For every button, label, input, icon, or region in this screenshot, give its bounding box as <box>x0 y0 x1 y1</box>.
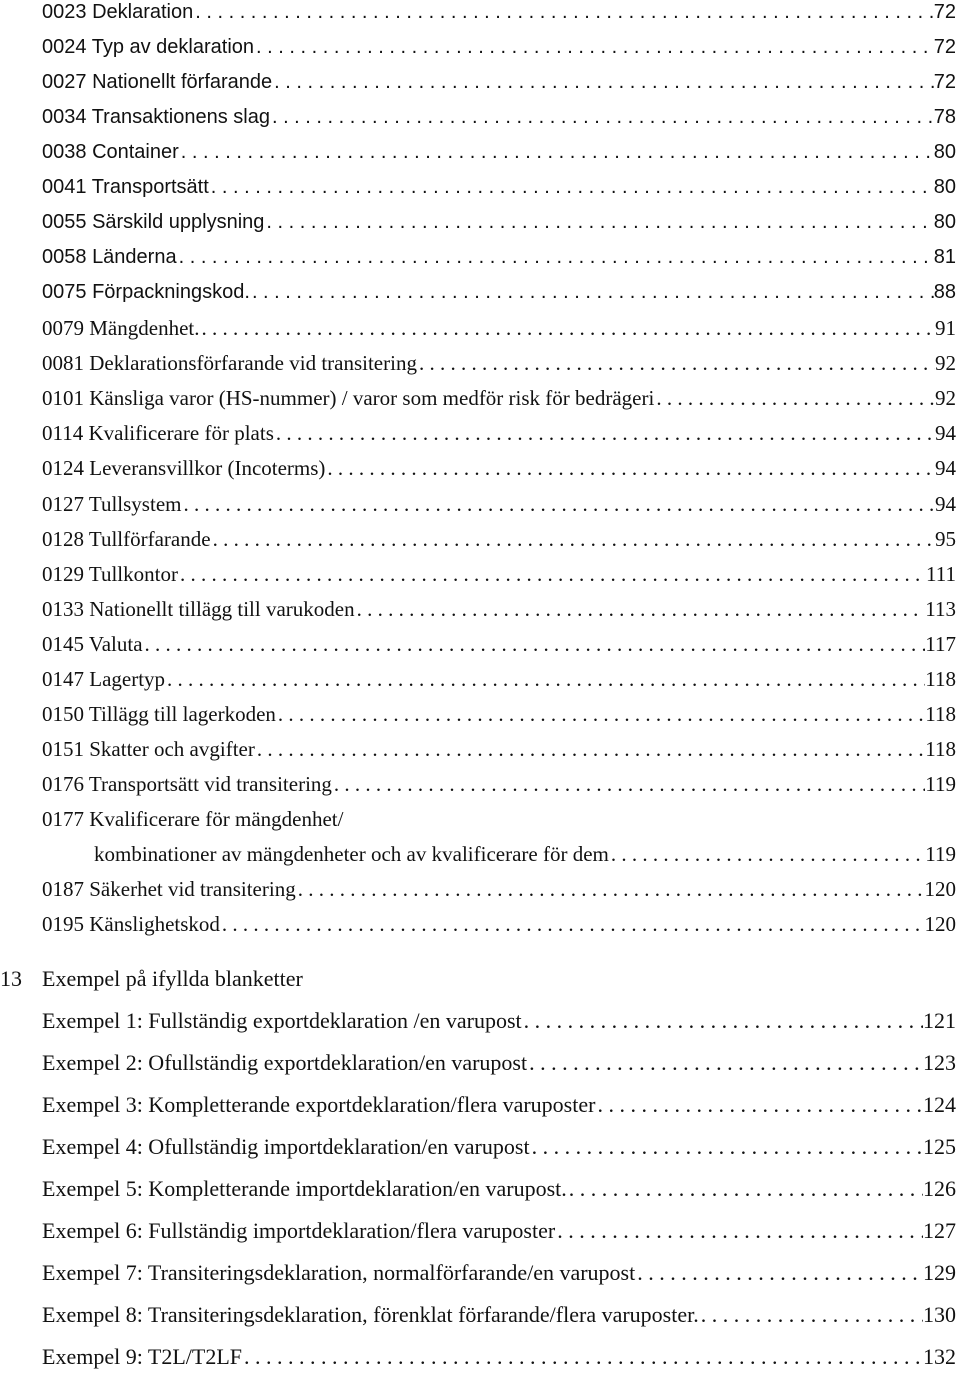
toc-entry-label: 0151 Skatter och avgifter <box>42 737 255 761</box>
toc-entry-label: 0075 Förpackningskod. <box>42 281 250 303</box>
example-entry <box>42 1134 956 1160</box>
toc-page-number: 94 <box>935 456 956 480</box>
toc-entry-code: 0177 <box>42 807 84 831</box>
toc-entry-label: 0058 Länderna <box>42 246 177 268</box>
dot-leader <box>274 421 935 445</box>
toc-page-number: 78 <box>933 106 956 128</box>
toc-page-number: 80 <box>933 211 956 233</box>
toc-entry <box>42 492 956 516</box>
toc-page-number: 120 <box>924 877 956 901</box>
dot-leader <box>654 386 935 410</box>
dot-leader <box>181 492 935 516</box>
toc-entry <box>42 702 956 726</box>
toc-page-number: 119 <box>925 842 956 866</box>
toc-page-number: 111 <box>926 562 956 586</box>
toc-entry-label: 0133 Nationellt tillägg till varukoden <box>42 597 355 621</box>
dot-leader <box>527 1050 923 1076</box>
dot-leader <box>417 351 935 375</box>
dot-leader <box>199 316 935 340</box>
toc-entry-label: 0187 Säkerhet vid transitering <box>42 877 296 901</box>
toc-page-number: 80 <box>933 141 956 163</box>
example-title: Exempel 2: Ofullständig exportdeklaration/en varupost <box>42 1050 528 1075</box>
toc-entry <box>42 316 956 340</box>
toc-entry-label: 0027 Nationellt förfarande <box>42 71 273 93</box>
toc-entry-label: 0081 Deklarationsförfarande vid transitering <box>42 351 417 375</box>
example-title: Exempel 5: Kompletterande importdeklaration/en varupost. <box>42 1176 567 1201</box>
toc-entry-wrapped-first-line <box>42 807 343 831</box>
example-title: Exempel 4: Ofullständig importdeklaration/en varupost <box>42 1134 530 1159</box>
toc-page-number: 113 <box>925 597 956 621</box>
dot-leader <box>254 35 934 59</box>
example-entry <box>42 1302 956 1328</box>
section-number: 13 <box>0 966 22 991</box>
toc-page-number: 118 <box>925 737 956 761</box>
toc-page-number: 88 <box>933 281 956 303</box>
toc-page-number: 126 <box>923 1176 956 1201</box>
dot-leader <box>220 912 925 936</box>
toc-entry-label: 0124 Leveransvillkor (Incoterms) <box>42 456 326 480</box>
dot-leader <box>296 877 925 901</box>
toc-entry-label: 0038 Container <box>42 141 179 163</box>
toc-page-number: 129 <box>923 1260 956 1285</box>
toc-page-number: 118 <box>925 667 956 691</box>
toc-entry-label: 0023 Deklaration <box>42 1 194 23</box>
dot-leader <box>635 1260 923 1286</box>
example-entry <box>42 1092 956 1118</box>
toc-entry-label: 0127 Tullsystem <box>42 492 182 516</box>
dot-leader <box>699 1302 923 1328</box>
dot-leader <box>325 456 935 480</box>
toc-entry-label: 0147 Lagertyp <box>42 667 166 691</box>
dot-leader <box>179 140 934 164</box>
example-title: Exempel 8: Transiteringsdeklaration, förenklat förfarande/flera varuposter. <box>42 1302 699 1327</box>
toc-entry-label: 0114 Kvalificerare för plats <box>42 421 274 445</box>
example-title: Exempel 9: T2L/T2LF <box>42 1344 243 1369</box>
toc-page-number: 72 <box>933 71 956 93</box>
example-entry <box>42 1176 956 1202</box>
toc-entry <box>42 737 956 761</box>
dot-leader <box>522 1008 923 1034</box>
toc-entry <box>42 140 956 164</box>
toc-page-number: 118 <box>925 702 956 726</box>
toc-entry <box>42 245 956 269</box>
dot-leader <box>165 667 925 691</box>
dot-leader <box>193 0 934 24</box>
toc-entry-title: Kvalificerare för mängdenhet/ <box>89 807 344 831</box>
toc-page-number: 125 <box>923 1134 956 1159</box>
dot-leader <box>332 772 925 796</box>
toc-entry <box>42 351 956 375</box>
toc-entry-label: 0176 Transportsätt vid transitering <box>42 772 332 796</box>
dot-leader <box>250 280 934 304</box>
example-entry <box>42 1050 956 1076</box>
toc-entry <box>42 421 956 445</box>
dot-leader <box>355 597 926 621</box>
example-title: Exempel 7: Transiteringsdeklaration, normalförfarande/en varupost <box>42 1260 636 1285</box>
toc-page-number: 80 <box>933 176 956 198</box>
toc-entry <box>42 632 956 656</box>
toc-page-number: 72 <box>933 1 956 23</box>
toc-page-number: 94 <box>935 492 956 516</box>
toc-entry <box>42 210 956 234</box>
toc-entry <box>42 772 956 796</box>
toc-entry-label: 0041 Transportsätt <box>42 176 209 198</box>
toc-page-number: 127 <box>923 1218 956 1243</box>
toc-entry-label: 0128 Tullförfarande <box>42 527 211 551</box>
toc-entry <box>42 35 956 59</box>
example-entry <box>42 1218 956 1244</box>
toc-entry-label: 0101 Känsliga varor (HS-nummer) / varor som medför risk för bedrägeri <box>42 386 655 410</box>
dot-leader <box>555 1218 923 1244</box>
toc-entry <box>42 70 956 94</box>
toc-page-number: 81 <box>933 246 956 268</box>
toc-entry-label: 0024 Typ av deklaration <box>42 36 255 58</box>
example-entry <box>42 1008 956 1034</box>
dot-leader <box>270 105 934 129</box>
toc-entry-label: 0195 Känslighetskod <box>42 912 220 936</box>
example-title: Exempel 6: Fullständig importdeklaration/flera varuposter <box>42 1218 556 1243</box>
dot-leader <box>595 1092 923 1118</box>
toc-entry-label: 0034 Transaktionens slag <box>42 106 270 128</box>
dot-leader <box>143 632 926 656</box>
toc-page-number: 117 <box>925 632 956 656</box>
dot-leader <box>242 1344 923 1370</box>
toc-entry <box>42 280 956 304</box>
toc-entry <box>42 456 956 480</box>
toc-entry-label: 0055 Särskild upplysning <box>42 211 265 233</box>
toc-page-number: 120 <box>924 912 956 936</box>
example-entry <box>42 1260 956 1286</box>
toc-page-number: 91 <box>935 316 956 340</box>
toc-page-number: 92 <box>935 351 956 375</box>
toc-entry <box>42 597 956 621</box>
dot-leader <box>264 210 933 234</box>
toc-entry-title-continued: kombinationer av mängdenheter och av kvalificerare för dem <box>94 842 609 866</box>
toc-entry-label: 0079 Mängdenhet. <box>42 316 200 340</box>
example-title: Exempel 1: Fullständig exportdeklaration /en varupost <box>42 1008 522 1033</box>
example-entry <box>42 1344 956 1370</box>
toc-page-number: 92 <box>935 386 956 410</box>
toc-entry <box>42 386 956 410</box>
toc-entry-wrapped-second-line <box>94 842 956 866</box>
toc-page-number: 121 <box>923 1008 956 1033</box>
toc-page-number: 123 <box>923 1050 956 1075</box>
toc-page-number: 119 <box>925 772 956 796</box>
dot-leader <box>276 702 925 726</box>
toc-page-number: 124 <box>923 1092 956 1117</box>
dot-leader <box>567 1176 923 1202</box>
toc-entry <box>42 0 956 24</box>
toc-page-number: 72 <box>933 36 956 58</box>
toc-entry-label: 0150 Tillägg till lagerkoden <box>42 702 276 726</box>
dot-leader <box>272 70 934 94</box>
toc-entry <box>42 105 956 129</box>
toc-entry <box>42 562 956 586</box>
toc-entry <box>42 527 956 551</box>
dot-leader <box>530 1134 923 1160</box>
dot-leader <box>609 842 925 866</box>
dot-leader <box>209 175 934 199</box>
dot-leader <box>178 562 926 586</box>
dot-leader <box>211 527 935 551</box>
dot-leader <box>255 737 925 761</box>
toc-entry <box>42 667 956 691</box>
toc-entry-label: 0129 Tullkontor <box>42 562 178 586</box>
toc-page-number: 94 <box>935 421 956 445</box>
toc-entry-label: 0145 Valuta <box>42 632 143 656</box>
section-title: Exempel på ifyllda blanketter <box>42 966 303 991</box>
toc-entry <box>42 912 956 936</box>
example-title: Exempel 3: Kompletterande exportdeklaration/flera varuposter <box>42 1092 596 1117</box>
toc-page-number: 132 <box>923 1344 956 1369</box>
toc-entry <box>42 175 956 199</box>
dot-leader <box>177 245 934 269</box>
toc-page-number: 95 <box>935 527 956 551</box>
toc-entry <box>42 877 956 901</box>
toc-page-number: 130 <box>923 1302 956 1327</box>
section-heading <box>0 965 960 993</box>
